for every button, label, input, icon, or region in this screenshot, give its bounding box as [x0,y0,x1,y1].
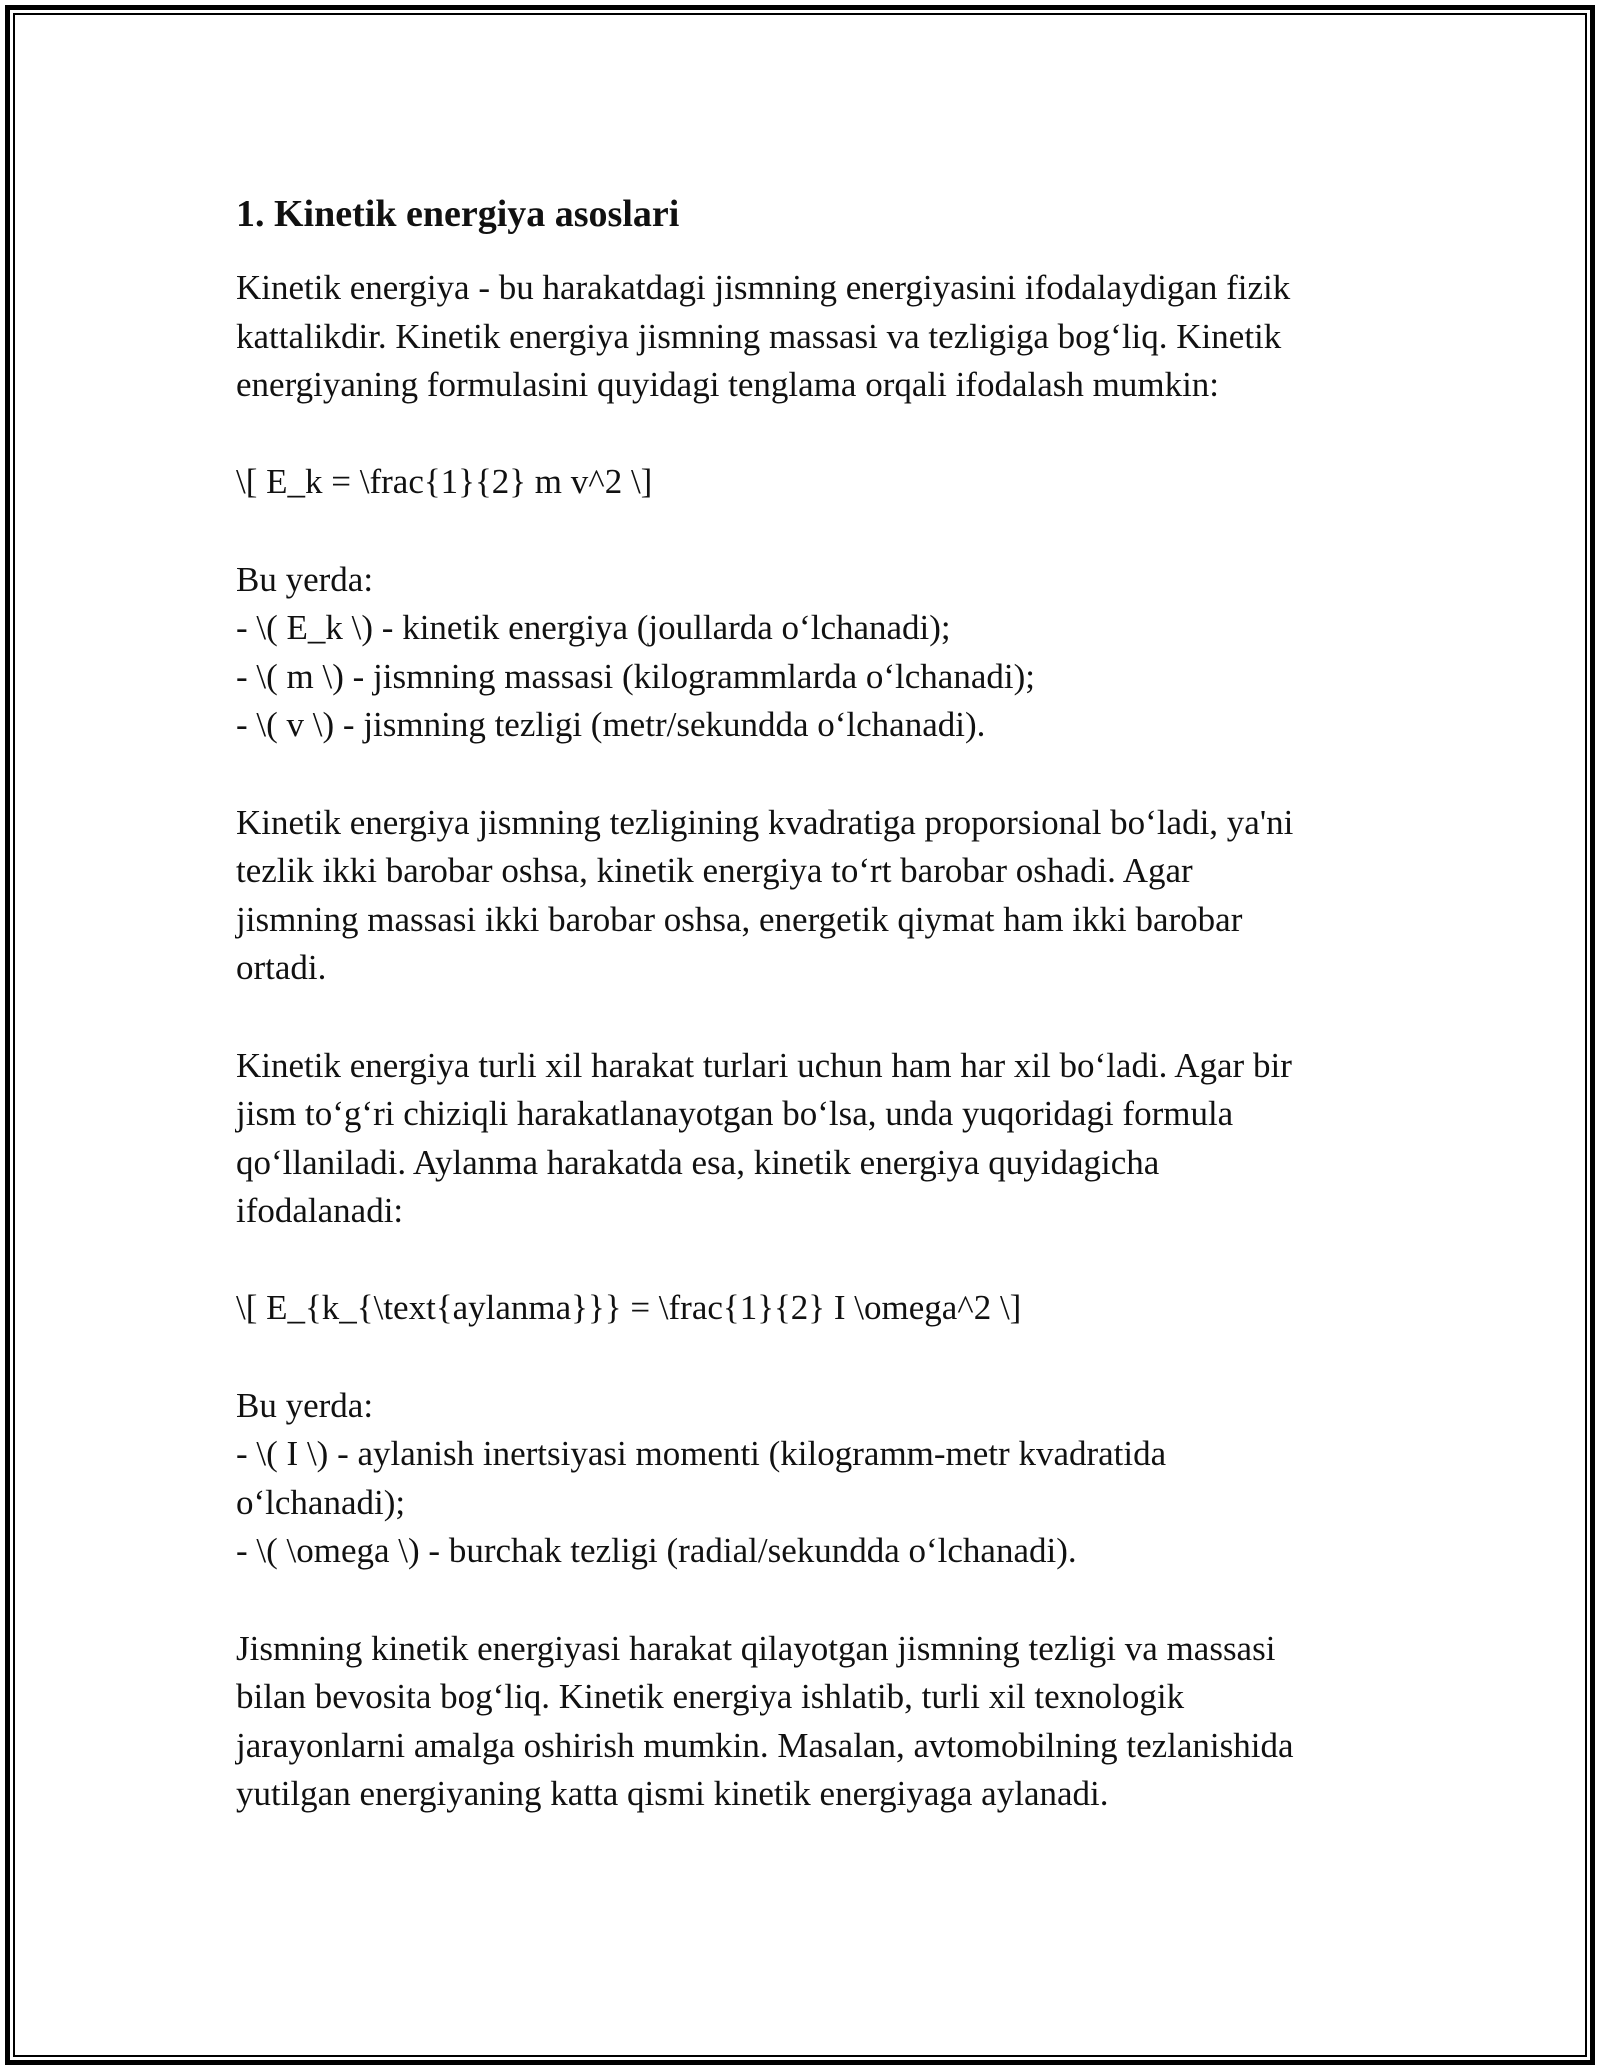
variable-definitions [236,556,1366,750]
motion-types-paragraph [236,1042,1366,1236]
text-line: Jismning kinetik energiyasi harakat qilayotgan jismning tezligi va massasi [236,1628,1276,1668]
definition-item: - \( v \) - jismning tezligi (metr/sekundda o‘lchanadi). [236,705,986,745]
rotational-definitions [236,1382,1366,1576]
formula-line: \[ E_k = \frac{1}{2} m v^2 \] [236,462,653,502]
section-heading: 1. Kinetik energiya asoslari [236,193,680,235]
text-line: ortadi. [236,948,327,988]
paragraph-gap [236,507,1366,556]
applications-paragraph [236,1625,1366,1819]
text-line: ifodalanadi: [236,1191,404,1231]
formula-line: \[ E_{k_{\text{aylanma}}} = \frac{1}{2} I \omega^2 \] [236,1288,1022,1328]
definition-item: - \( \omega \) - burchak tezligi (radial/sekundda o‘lchanadi). [236,1531,1077,1571]
intro-paragraph [236,264,1366,410]
paragraph-gap [236,1236,1366,1285]
text-line: jarayonlarni amalga oshirish mumkin. Masalan, avtomobilning tezlanishida [236,1725,1294,1765]
text-line: bilan bevosita bog‘liq. Kinetik energiya ishlatib, turli xil texnologik [236,1677,1185,1717]
text-line: jismning massasi ikki barobar oshsa, energetik qiymat ham ikki barobar [236,899,1243,939]
definition-item: - \( E_k \) - kinetik energiya (joullarda o‘lchanadi); [236,608,951,648]
definition-item: - \( I \) - aylanish inertsiyasi momenti (kilogramm-metr kvadratida [236,1434,1167,1474]
paragraph-gap [236,410,1366,459]
text-line: energiyaning formulasini quyidagi tenglama orqali ifodalash mumkin: [236,365,1220,405]
definition-item: o‘lchanadi); [236,1482,406,1522]
paragraph-gap [236,750,1366,799]
document-body [236,184,1366,1819]
text-line: Kinetik energiya jismning tezligining kvadratiga proporsional bo‘ladi, ya'ni [236,802,1294,842]
definition-item: - \( m \) - jismning massasi (kilogrammlarda o‘lchanadi); [236,656,1035,696]
rotational-energy-formula [236,1284,1366,1333]
kinetic-energy-formula [236,458,1366,507]
text-line: jism to‘g‘ri chiziqli harakatlanayotgan bo‘lsa, unda yuqoridagi formula [236,1094,1234,1134]
text-line: qo‘llaniladi. Aylanma harakatda esa, kinetik energiya quyidagicha [236,1142,1160,1182]
text-line: Kinetik energiya - bu harakatdagi jismning energiyasini ifodalaydigan fizik [236,268,1291,307]
text-line: Bu yerda: [236,1385,374,1425]
paragraph-gap [236,993,1366,1042]
proportionality-paragraph [236,799,1366,993]
text-line: Kinetik energiya turli xil harakat turlari uchun ham har xil bo‘ladi. Agar bir [236,1045,1292,1085]
paragraph-gap [236,1333,1366,1382]
text-line: yutilgan energiyaning katta qismi kinetik energiyaga aylanadi. [236,1774,1109,1814]
paragraph-gap [236,1576,1366,1625]
text-line: Bu yerda: [236,559,374,599]
text-line: tezlik ikki barobar oshsa, kinetik energiya to‘rt barobar oshadi. Agar [236,851,1193,891]
text-line: kattalikdir. Kinetik energiya jismning massasi va tezligiga bog‘liq. Kinetik [236,316,1282,356]
